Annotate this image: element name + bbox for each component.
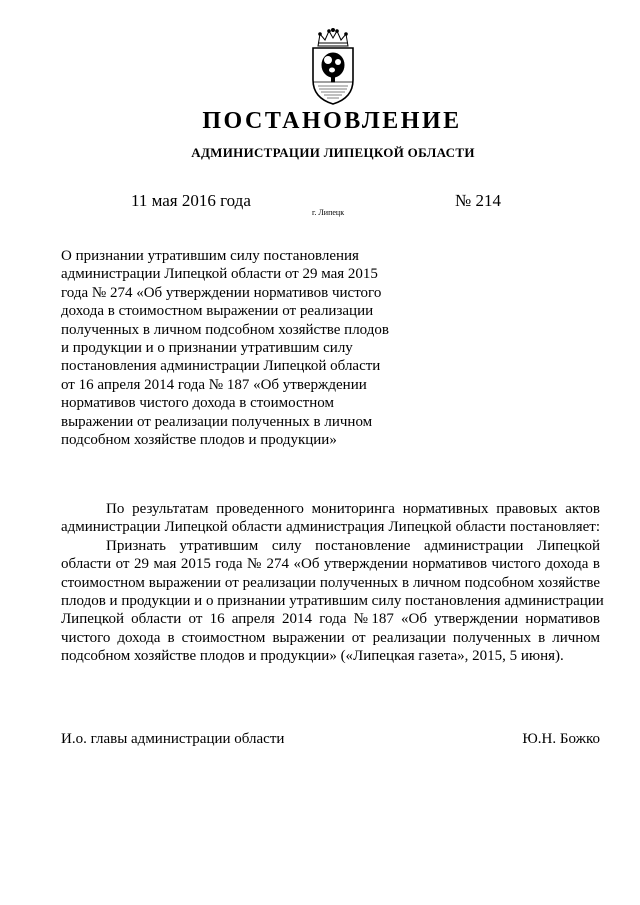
subject-line: подсобном хозяйстве плодов и продукции» [61,432,337,449]
body-line: Липецкой области от 16 апреля 2014 года №187 «Об утверждении нормативов [61,611,600,628]
body-line: области от 29 мая 2015 года № 274 «Об утверждении нормативов чистого дохода в [61,556,600,573]
subject-line: постановления администрации Липецкой области [61,358,381,375]
subject-line: года № 274 «Об утверждении нормативов чистого [61,284,382,301]
document-body [61,500,604,666]
signer-name: Ю.Н. Божко [522,731,600,747]
signer-position: И.о. главы администрации области [61,731,285,747]
subject-line: О признании утратившим силу постановления [61,248,359,264]
document-date: 11 мая 2016 года [131,191,251,210]
subject-line: полученных в личном подсобном хозяйстве плодов [61,321,389,338]
body-line: подсобном хозяйстве плодов и продукции» («Липецкая газета», 2015, 5 июня). [61,648,564,665]
subject-line: дохода в стоимостном выражении от реализации [61,303,374,320]
body-line: стоимостном выражении от реализации полученных в личном подсобном хозяйстве [61,574,600,591]
coat-of-arms-icon [308,28,358,106]
body-line: чистого дохода в стоимостном выражении от реализации полученных в личном [61,629,600,646]
document-city: г. Липецк [312,208,345,217]
document-title: ПОСТАНОВЛЕНИЕ [202,108,462,134]
body-line: плодов и продукции и о признании утратившим силу постановления администрации [61,593,604,610]
document-subtitle: АДМИНИСТРАЦИИ ЛИПЕЦКОЙ ОБЛАСТИ [191,145,475,160]
subject-line: от 16 апреля 2014 года № 187 «Об утверждении [61,376,367,393]
subject-line: выражении от реализации полученных в личном [61,413,373,430]
body-line: По результатам проведенного мониторинга нормативных правовых актов [106,501,600,517]
subject-line: нормативов чистого дохода в стоимостном [61,395,334,412]
subject-line: и продукции и о признании утратившим силу [61,340,353,357]
document-subject [61,247,401,449]
subject-line: администрации Липецкой области от 29 мая 2015 [61,266,378,283]
body-line: Признать утратившим силу постановление администрации Липецкой [106,537,600,554]
body-line: администрации Липецкой области администрация Липецкой области постановляет: [61,519,600,536]
document-number: № 214 [455,191,501,210]
